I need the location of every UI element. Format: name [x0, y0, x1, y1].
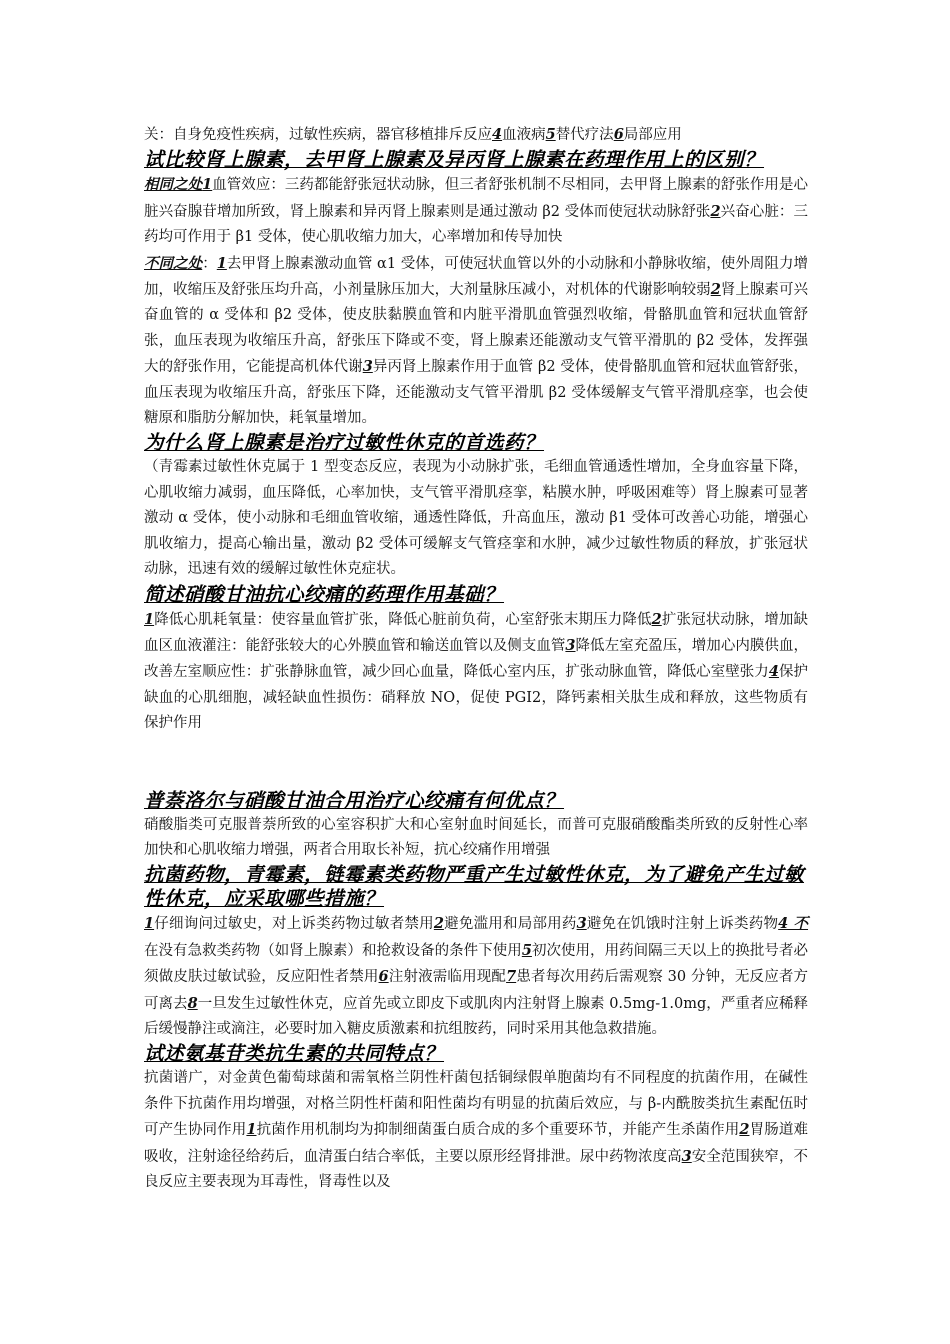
section-heading-adrenaline-comparison: 试比较肾上腺素，去甲肾上腺素及异丙肾上腺素在药理作用上的区别？	[144, 148, 765, 172]
section-body-allergy-prevention: 1仔细询问过敏史，对上诉类药物过敏者禁用2避免滥用和局部用药3避免在饥饿时注射上诉类药物4 不在没有急救类药物（如肾上腺素）和抢救设备的条件下使用5初次使用，用药间隔三天以上的换批号者必须做皮肤过敏试验，反应阳性者禁用6注射液需临用现配7患者每次用药后需观察 30 分钟，无反应者方可离去8一旦发生过敏性休克，应首先或立即皮下或肌肉内注射肾上腺素 0.5mg-1.0mg，严重者应稀释后缓慢静注或滴注，必要时加入糖皮质激素和抗组胺药，同时采用其他急救措施。	[144, 915, 809, 1037]
item-number: 4	[492, 126, 503, 143]
item-number: 5	[545, 126, 556, 143]
item-number: 6	[613, 126, 624, 143]
section-heading-anaphylactic-shock: 为什么肾上腺素是治疗过敏性休克的首选药？	[144, 431, 545, 455]
section-heading-allergy-prevention: 抗菌药物，青霉素，链霉素类药物严重产生过敏性休克，为了避免产生过敏性休克，应采取哪些措施？	[144, 863, 805, 911]
section-body-aminoglycosides: 抗菌谱广，对金黄色葡萄球菌和需氧格兰阴性杆菌包括铜绿假单胞菌均有不同程度的抗菌作用，在碱性条件下抗菌作用均增强，对格兰阴性杆菌和阳性菌均有明显的抗菌后效应，与 β-内酰胺类抗生素配伍时可产生协同作用1抗菌作用机制均为抑制细菌蛋白质合成的多个重要环节，并能产生杀菌作用2胃肠道难吸收，注射途径给药后，血清蛋白结合率低，主要以原形经肾排泄。尿中药物浓度高3安全范围狭窄，不良反应主要表现为耳毒性，肾毒性以及	[144, 1070, 809, 1190]
same-label: 相同之处	[144, 176, 203, 194]
blank-gap	[144, 737, 808, 789]
section-body-nitroglycerin: 1降低心肌耗氧量：使容量血管扩张，降低心脏前负荷，心室舒张末期压力降低2扩张冠状动脉，增加缺血区血液灌注：能舒张较大的心外膜血管和输送血管以及侧支血管3降低左室充盈压，增加心内膜供血，改善左室顺应性：扩张静脉血管，减少回心血量，降低心室内压，扩张动脉血管，降低心室壁张力4保护缺血的心肌细胞，减轻缺血性损伤：硝释放 NO，促使 PGI2，降钙素相关肽生成和释放，这些物质有保护作用	[144, 610, 809, 732]
diff-label: 不同之处	[144, 254, 203, 272]
section-body-propranolol: 硝酸脂类可克服普萘所致的心室容积扩大和心室射血时间延长，而普可克服硝酸酯类所致的反射性心率加快和心肌收缩力增强，两者合用取长补短，抗心绞痛作用增强	[144, 816, 808, 858]
section-heading-nitroglycerin: 简述硝酸甘油抗心绞痛的药理作用基础？	[144, 582, 505, 606]
intro-line: 关：自身免疫性疾病，过敏性疾病，器官移植排斥反应4血液病5替代疗法6局部应用	[144, 126, 682, 143]
section-heading-aminoglycosides: 试述氨基苷类抗生素的共同特点？	[144, 1042, 445, 1066]
section-heading-propranolol: 普萘洛尔与硝酸甘油合用治疗心绞痛有何优点？	[144, 788, 565, 812]
section-body-adrenaline-comparison: 相同之处1血管效应：三药都能舒张冠状动脉，但三者舒张机制不尽相同，去甲肾上腺素的舒张作用是心脏兴奋腺苷增加所致，肾上腺素和异丙肾上腺素则是通过激动 β2 受体而使冠状动脉舒张2兴奋心脏：三药均可作用于 β1 受体，使心肌收缩力加大，心率增加和传导加快 不同之处：1去甲肾上腺素激动血管 α1 受体，可使冠状血管以外的小动脉和小静脉收缩，使外周阻力增加，收缩压及舒张压均升高，小剂量脉压加大，大剂量脉压减小，对机体的代谢影响较弱2肾上腺素可兴奋血管的 α 受体和 β2 受体，使皮肤黏膜血管和内脏平滑肌血管强烈收缩，骨骼肌血管和冠状血管舒张，血压表现为收缩压升高，舒张压下降或不变，肾上腺素还能激动支气管平滑肌的 β2 受体，发挥强大的舒张作用，它能提高机体代谢3异丙肾上腺素作用于血管 β2 受体，使骨骼肌血管和冠状血管舒张，血压表现为收缩压升高，舒张压下降，还能激动支气管平滑肌 β2 受体缓解支气管平滑肌痉挛，也会使糖原和脂肪分解加快，耗氧量增加。	[144, 176, 809, 427]
section-body-anaphylactic-shock: （青霉素过敏性休克属于 1 型变态反应，表现为小动脉扩张，毛细血管通透性增加，全身血容量下降，心肌收缩力减弱，血压降低，心率加快，支气管平滑肌痉挛，粘膜水肿，呼吸困难等）肾上腺素可显著激动 α 受体，使小动脉和毛细血管收缩，通透性降低，升高血压，激动 β1 受体可改善心功能，增强心肌收缩力，提高心输出量，激动 β2 受体可缓解支气管痉挛和水肿，减少过敏性物质的释放，扩张冠状动脉，迅速有效的缓解过敏性休克症状。	[144, 459, 808, 578]
document-page	[144, 122, 808, 1195]
